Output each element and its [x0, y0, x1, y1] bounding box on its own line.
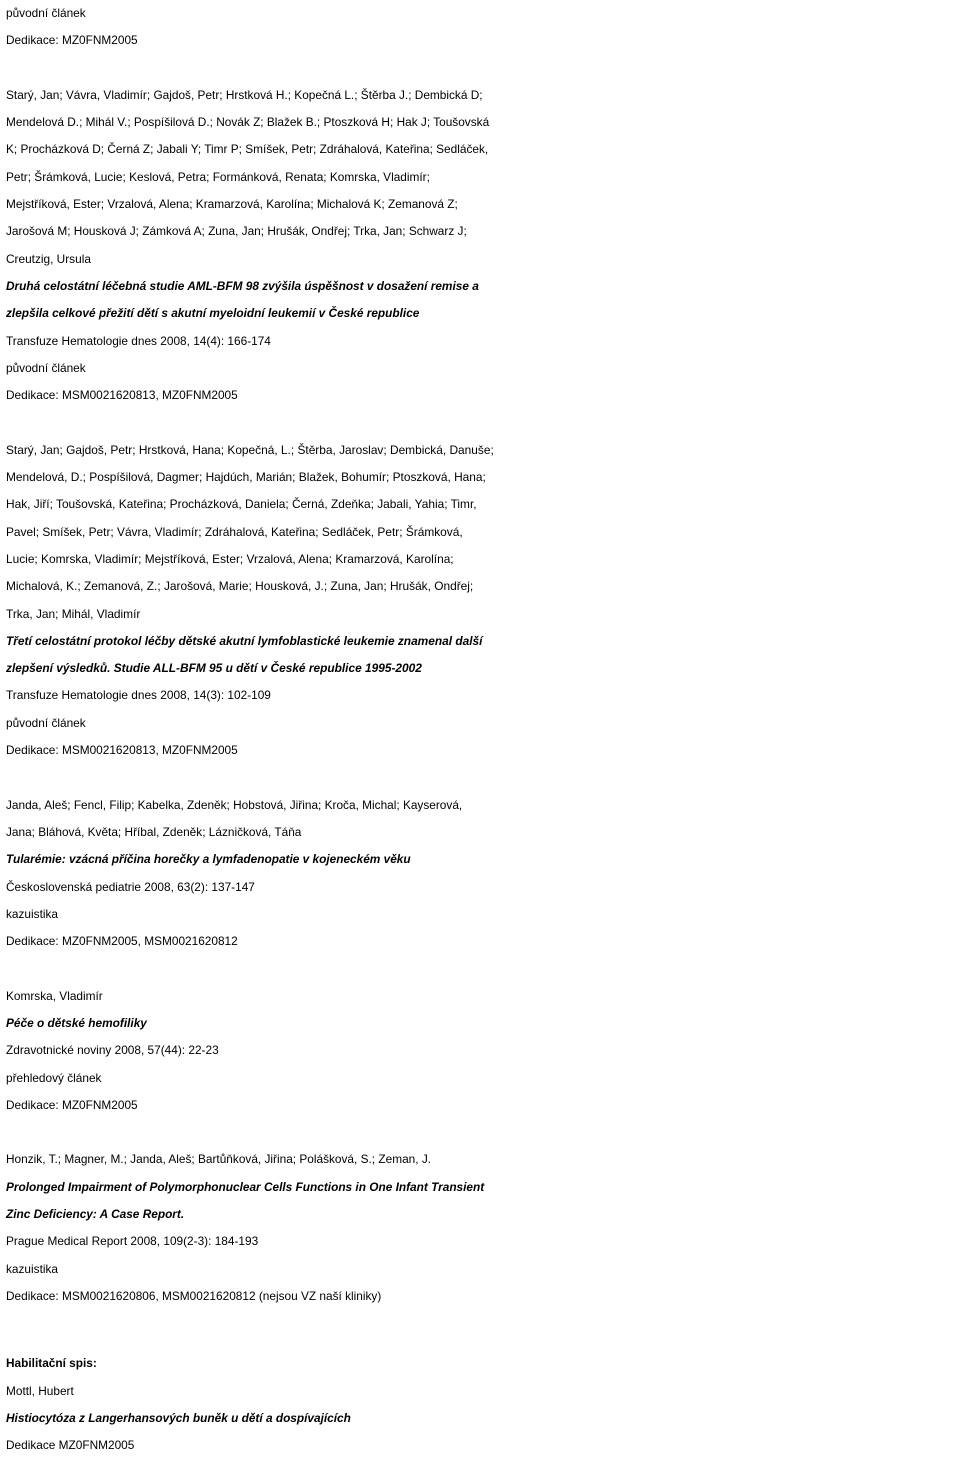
author-line: Petr; Šrámková, Lucie; Keslová, Petra; Formánková, Renata; Komrska, Vladimír; — [6, 169, 430, 184]
publication-type: původní článek — [6, 715, 86, 730]
author-line: Starý, Jan; Vávra, Vladimír; Gajdoš, Petr; Hrstková H.; Kopečná L.; Štěrba J.; Dembická D; — [6, 87, 483, 102]
entry-spacer — [6, 409, 956, 436]
author-line: Pavel; Smíšek, Petr; Vávra, Vladimír; Zdráhalová, Kateřina; Sedláček, Petr; Šrámková, — [6, 524, 463, 539]
author-line: Jarošová M; Housková J; Zámková A; Zuna, Jan; Hrušák, Ondřej; Trka, Jan; Schwarz J; — [6, 224, 467, 239]
publication-type: původní článek — [6, 360, 86, 375]
author-line: Hak, Jiří; Toušovská, Kateřina; Procházková, Daniela; Černá, Zdeňka; Jabali, Yahia; Timr, — [6, 497, 477, 512]
publication-dedication: Dedikace: MZ0FNM2005, MSM0021620812 — [6, 934, 238, 949]
author-line: Trka, Jan; Mihál, Vladimír — [6, 606, 141, 621]
author-line: Lucie; Komrska, Vladimír; Mejstříková, Ester; Vrzalová, Alena; Kramarzová, Karolína; — [6, 551, 454, 566]
publication-type: přehledový článek — [6, 1070, 102, 1085]
author-line: Creutzig, Ursula — [6, 251, 91, 266]
publication-title: Druhá celostátní léčebná studie AML-BFM 98 zvýšila úspěšnost v dosažení remise a — [6, 278, 479, 293]
section-spacer — [6, 1310, 956, 1350]
publication-source: Prague Medical Report 2008, 109(2-3): 184-193 — [6, 1234, 259, 1249]
entry-spacer — [6, 1119, 956, 1146]
publication-entry — [6, 792, 956, 956]
publication-source: Transfuze Hematologie dnes 2008, 14(3): 102-109 — [6, 688, 271, 703]
publication-entry — [6, 1146, 956, 1310]
publication-title: Tularémie: vzácná příčina horečky a lymfadenopatie v kojeneckém věku — [6, 852, 411, 867]
publication-title: Třetí celostátní protokol léčby dětské akutní lymfoblastické leukemie znamenal další — [6, 633, 483, 648]
publication-source: Československá pediatrie 2008, 63(2): 137-147 — [6, 879, 255, 894]
author-line: Michalová, K.; Zemanová, Z.; Jarošová, Marie; Housková, J.; Zuna, Jan; Hrušák, Ondřej; — [6, 579, 474, 594]
author-line: K; Procházková D; Černá Z; Jabali Y; Timr P; Smíšek, Petr; Zdráhalová, Kateřina; Sedláček, — [6, 142, 489, 157]
publication-dedication: Dedikace: MSM0021620806, MSM0021620812 (nejsou VZ naší kliniky) — [6, 1288, 382, 1303]
publication-type: původní článek — [6, 6, 86, 20]
author-line: Mejstříková, Ester; Vrzalová, Alena; Kramarzová, Karolína; Michalová K; Zemanová Z; — [6, 197, 458, 212]
publication-dedication: Dedikace: MSM0021620813, MZ0FNM2005 — [6, 743, 238, 758]
publication-source: Zdravotnické noviny 2008, 57(44): 22-23 — [6, 1043, 219, 1058]
entry-spacer — [6, 55, 956, 82]
publication-source: Transfuze Hematologie dnes 2008, 14(4): 166-174 — [6, 333, 271, 348]
publication-dedication: Dedikace MZ0FNM2005 — [6, 1438, 135, 1453]
publication-title: zlepšila celkové přežití dětí s akutní myeloidní leukemií v České republice — [6, 306, 420, 321]
publication-title: Histiocytóza z Langerhansových buněk u dětí a dospívajících — [6, 1410, 351, 1425]
author-line: Honzik, T.; Magner, M.; Janda, Aleš; Bartůňková, Jiřina; Polášková, S.; Zeman, J. — [6, 1152, 432, 1167]
entry-spacer — [6, 955, 956, 982]
publication-entry — [6, 0, 956, 55]
publication-entry — [6, 983, 956, 1119]
publication-entry — [6, 82, 956, 410]
publication-dedication: Dedikace: MZ0FNM2005 — [6, 1097, 138, 1112]
entry-spacer — [6, 764, 956, 791]
publication-title: Zinc Deficiency: A Case Report. — [6, 1207, 185, 1222]
publication-type: kazuistika — [6, 1261, 59, 1276]
author-line: Mottl, Hubert — [6, 1383, 74, 1398]
publication-type: kazuistika — [6, 906, 59, 921]
author-line: Komrska, Vladimír — [6, 988, 103, 1003]
author-line: Jana; Bláhová, Květa; Hříbal, Zdeněk; Lázničková, Táňa — [6, 824, 302, 839]
publication-title: Péče o dětské hemofiliky — [6, 1015, 147, 1030]
publication-list — [6, 0, 956, 1459]
publication-title: zlepšení výsledků. Studie ALL-BFM 95 u dětí v České republice 1995-2002 — [6, 661, 422, 676]
author-line: Janda, Aleš; Fencl, Filip; Kabelka, Zdeněk; Hobstová, Jiřina; Kroča, Michal; Kayserová, — [6, 797, 463, 812]
section-heading: Habilitační spis: — [6, 1356, 97, 1371]
publication-title: Prolonged Impairment of Polymorphonuclear Cells Functions in One Infant Transient — [6, 1179, 485, 1194]
habilitation-section — [6, 1350, 956, 1459]
author-line: Mendelová D.; Mihál V.; Pospíšilová D.; Novák Z; Blažek B.; Ptoszková H; Hak J; Toušovská — [6, 115, 490, 130]
author-line: Mendelová, D.; Pospíšilová, Dagmer; Hajdúch, Marián; Blažek, Bohumír; Ptoszková, Hana; — [6, 470, 486, 485]
author-line: Starý, Jan; Gajdoš, Petr; Hrstková, Hana; Kopečná, L.; Štěrba, Jaroslav; Dembická, Danuše; — [6, 442, 494, 457]
publication-dedication: Dedikace: MZ0FNM2005 — [6, 33, 138, 48]
publication-dedication: Dedikace: MSM0021620813, MZ0FNM2005 — [6, 388, 238, 403]
publication-entry — [6, 437, 956, 765]
